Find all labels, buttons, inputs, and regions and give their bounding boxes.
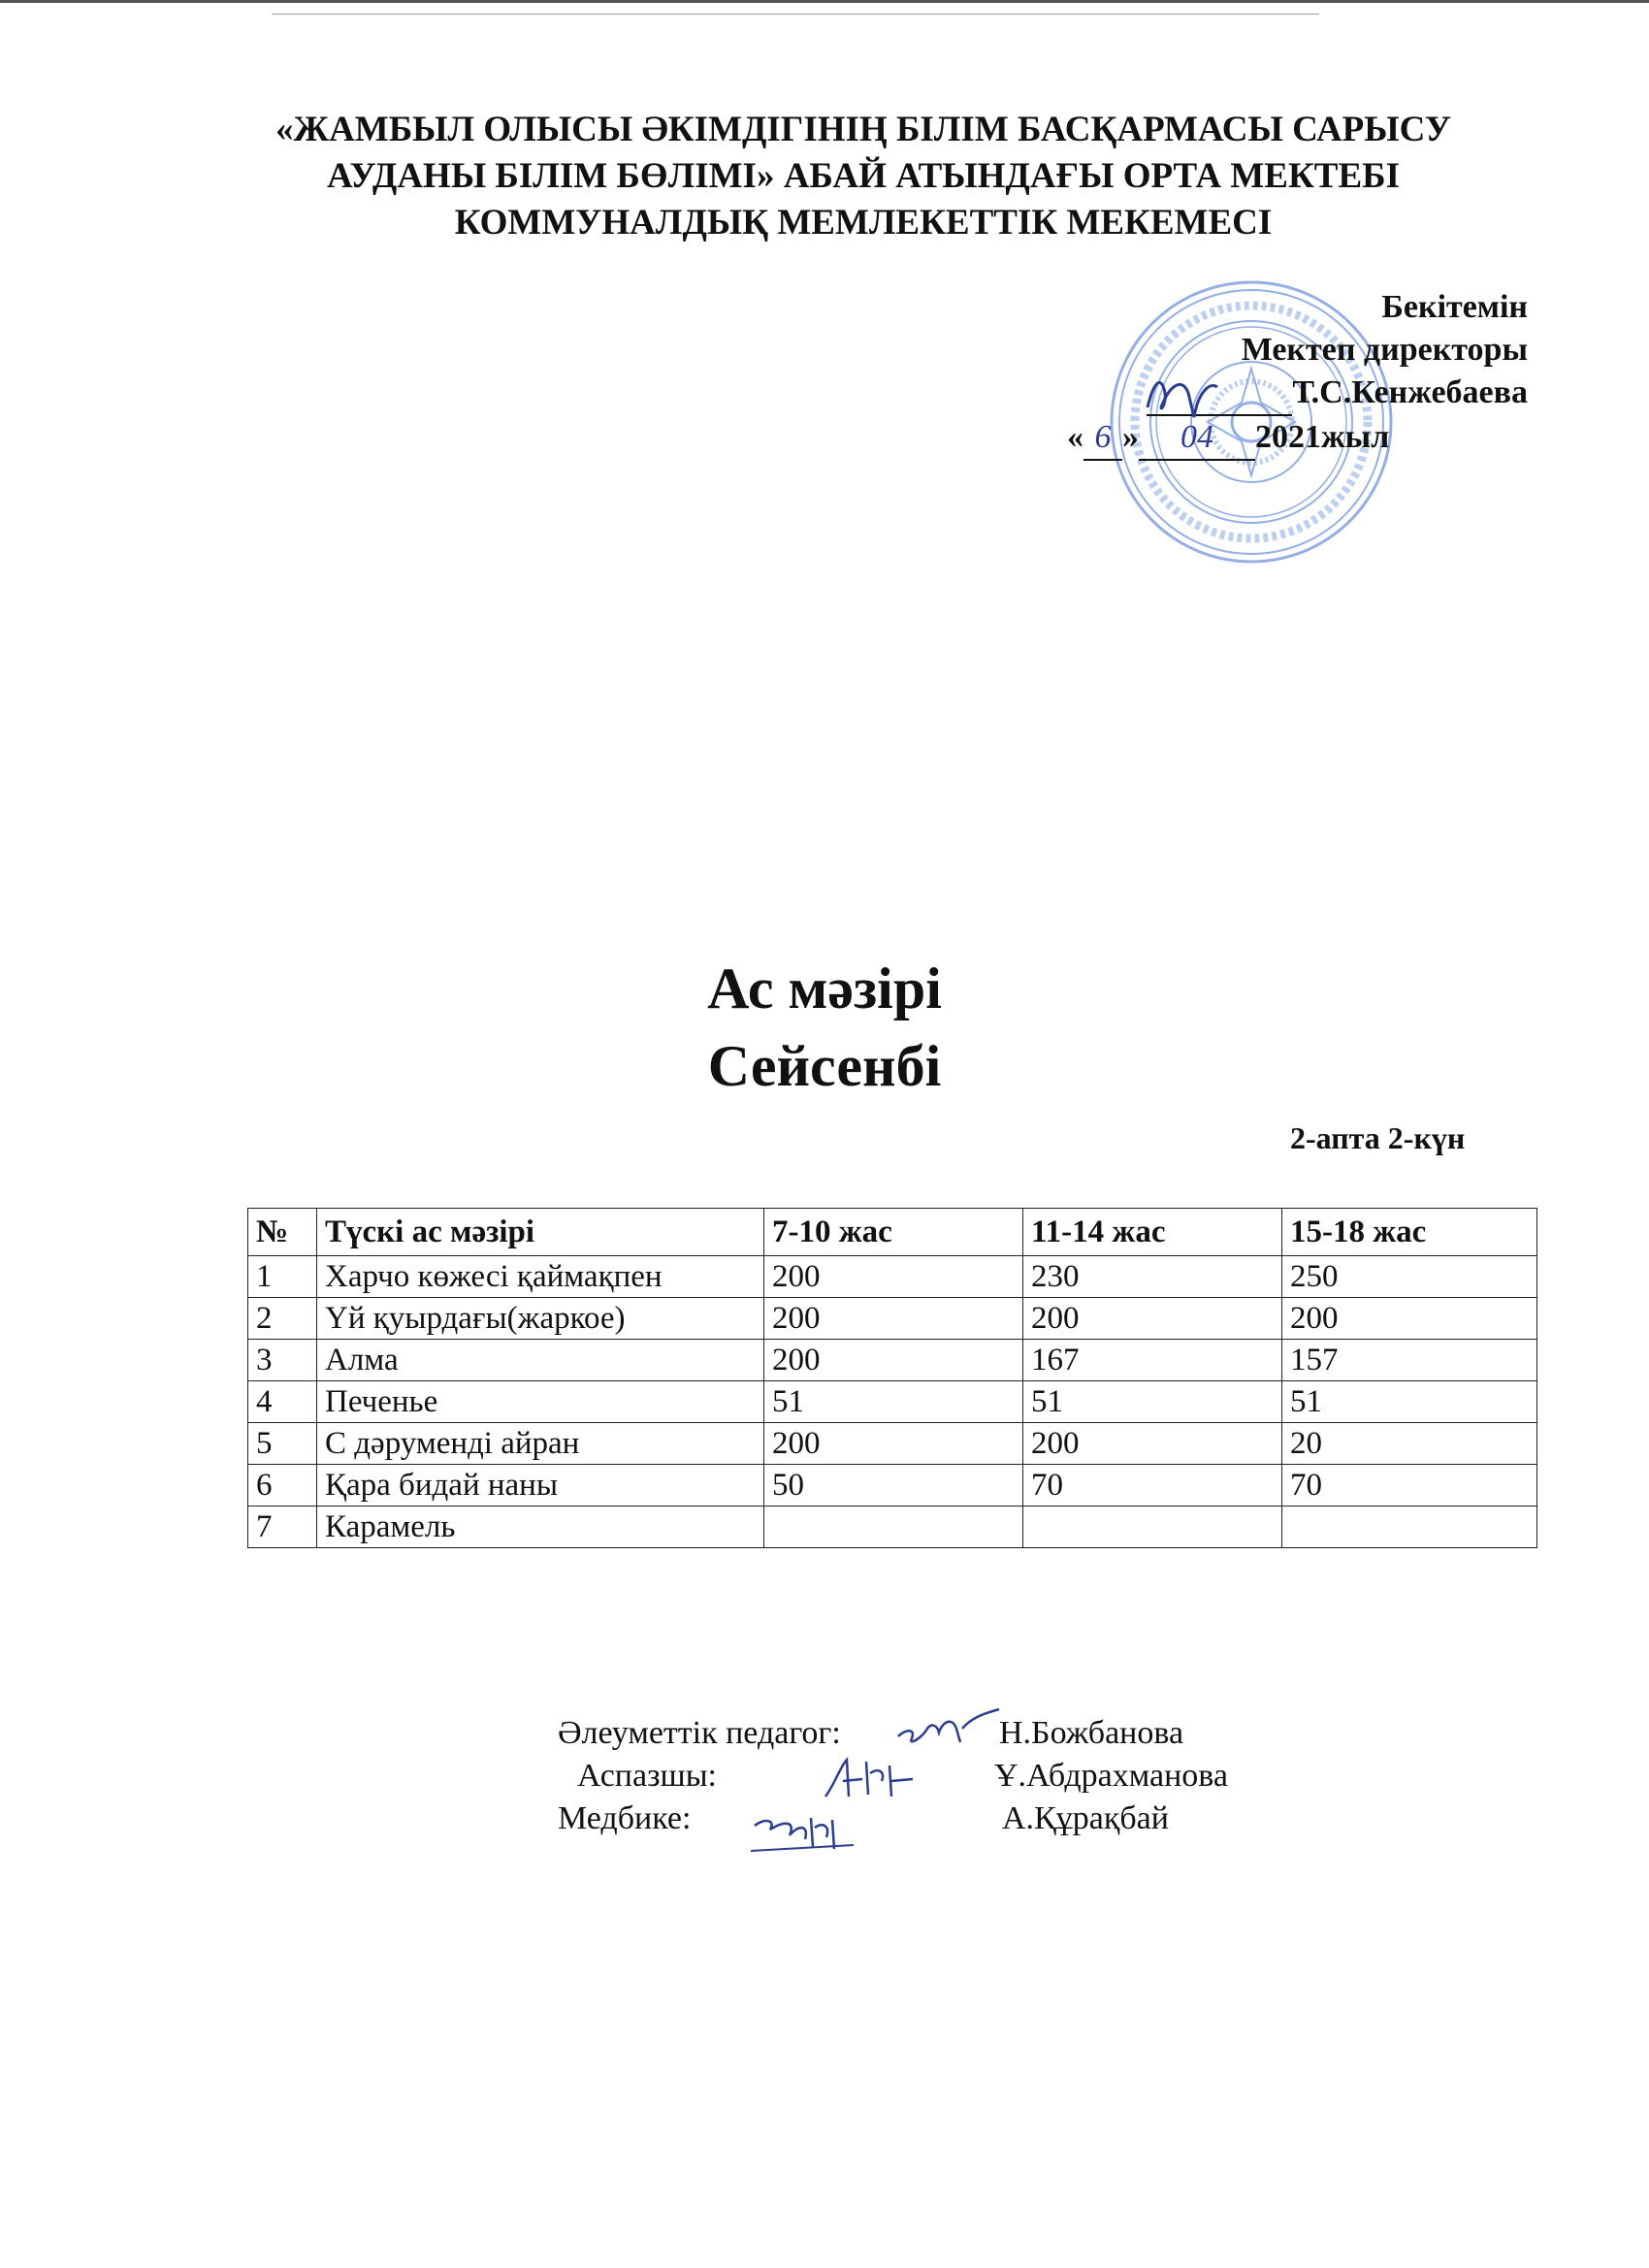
director-signature-icon <box>1140 364 1246 432</box>
cell-age-11-14: 230 <box>1023 1256 1282 1298</box>
signer-role: Медбике: <box>558 1800 692 1836</box>
cell-age-7-10: 200 <box>764 1340 1023 1381</box>
header-age-11-14: 11-14 жас <box>1023 1209 1282 1256</box>
date-quote-open: « <box>1067 419 1083 455</box>
header-line-2: АУДАНЫ БІЛІМ БӨЛІМІ» АБАЙ АТЫНДАҒЫ ОРТА МЕКТЕБІ <box>327 156 1400 196</box>
nurse-signature-icon <box>747 1806 883 1860</box>
cell-dish: Печенье <box>317 1381 764 1423</box>
header-number: № <box>248 1209 317 1256</box>
cell-dish: Қара бидай наны <box>317 1465 764 1507</box>
director-name: Т.С.Кенжебаева <box>1292 374 1528 410</box>
table-row <box>248 1507 1537 1548</box>
cell-age-15-18: 20 <box>1282 1423 1537 1465</box>
approval-position: Мектеп директоры <box>1241 332 1528 368</box>
cell-age-7-10: 200 <box>764 1298 1023 1340</box>
cell-number: 4 <box>248 1381 317 1423</box>
signer-name: Ұ.Абдрахманова <box>994 1758 1228 1794</box>
cell-dish: Алма <box>317 1340 764 1381</box>
menu-table <box>247 1208 1537 1548</box>
date-month: 04 <box>1139 416 1255 461</box>
approval-signature-line <box>989 372 1528 416</box>
signer-name: Н.Божбанова <box>999 1715 1184 1751</box>
header-age-15-18: 15-18 жас <box>1282 1209 1537 1256</box>
cell-dish: Карамель <box>317 1507 764 1548</box>
table-row <box>248 1465 1537 1507</box>
date-day: 6 <box>1083 416 1122 461</box>
cell-age-15-18: 157 <box>1282 1340 1537 1381</box>
header-line-3: КОММУНАЛДЫҚ МЕМЛЕКЕТТІК МЕКЕМЕСІ <box>454 203 1273 243</box>
date-quote-close: » <box>1122 419 1139 455</box>
table-row <box>248 1423 1537 1465</box>
cell-age-7-10: 50 <box>764 1465 1023 1507</box>
cell-dish: С дәруменді айран <box>317 1423 764 1465</box>
cell-age-11-14: 51 <box>1023 1381 1282 1423</box>
cell-age-7-10: 200 <box>764 1423 1023 1465</box>
pedagogue-signature-icon <box>892 1700 1004 1753</box>
week-day-label: 2-апта 2-күн <box>1290 1120 1466 1155</box>
cell-number: 5 <box>248 1423 317 1465</box>
cook-signature-icon <box>820 1754 926 1804</box>
cell-age-7-10: 200 <box>764 1256 1023 1298</box>
page-top-edge <box>0 0 1649 3</box>
table-header-row <box>248 1209 1537 1256</box>
table-row <box>248 1340 1537 1381</box>
header-age-7-10: 7-10 жас <box>764 1209 1023 1256</box>
cell-age-7-10: 51 <box>764 1381 1023 1423</box>
cell-age-7-10 <box>764 1507 1023 1548</box>
cell-age-11-14 <box>1023 1507 1282 1548</box>
cell-age-15-18: 200 <box>1282 1298 1537 1340</box>
signer-name: А.Құрақбай <box>1002 1800 1169 1836</box>
cell-age-15-18: 250 <box>1282 1256 1537 1298</box>
header-dish: Түскі ас мәзірі <box>317 1209 764 1256</box>
approval-block <box>989 286 1528 461</box>
cell-age-15-18: 51 <box>1282 1381 1537 1423</box>
cell-age-11-14: 200 <box>1023 1423 1282 1465</box>
header-line-1: «ЖАМБЫЛ ОЛЫСЫ ӘКІМДІГІНІҢ БІЛІМ БАСҚАРМАСЫ САРЫСУ <box>275 110 1451 149</box>
cell-age-11-14: 167 <box>1023 1340 1282 1381</box>
cell-age-11-14: 200 <box>1023 1298 1282 1340</box>
approval-title: Бекітемін <box>1381 289 1528 325</box>
menu-title: Ас мәзірі <box>707 956 942 1021</box>
table-row <box>248 1256 1537 1298</box>
date-year: 2021жыл <box>1255 419 1390 455</box>
signer-role: Аспазшы: <box>577 1758 717 1794</box>
cell-number: 3 <box>248 1340 317 1381</box>
table-row <box>248 1381 1537 1423</box>
cell-age-15-18: 70 <box>1282 1465 1537 1507</box>
cell-age-11-14: 70 <box>1023 1465 1282 1507</box>
approval-date <box>989 416 1528 461</box>
cell-number: 2 <box>248 1298 317 1340</box>
signer-role: Әлеуметтік педагог: <box>558 1715 841 1751</box>
institution-header <box>213 107 1513 246</box>
cell-number: 7 <box>248 1507 317 1548</box>
page-scan-line <box>272 14 1319 15</box>
cell-number: 1 <box>248 1256 317 1298</box>
cell-age-15-18 <box>1282 1507 1537 1548</box>
table-row <box>248 1298 1537 1340</box>
cell-number: 6 <box>248 1465 317 1507</box>
cell-dish: Харчо көжесі қаймақпен <box>317 1256 764 1298</box>
cell-dish: Үй қуырдағы(жаркое) <box>317 1298 764 1340</box>
menu-day: Сейсенбі <box>707 1034 942 1098</box>
